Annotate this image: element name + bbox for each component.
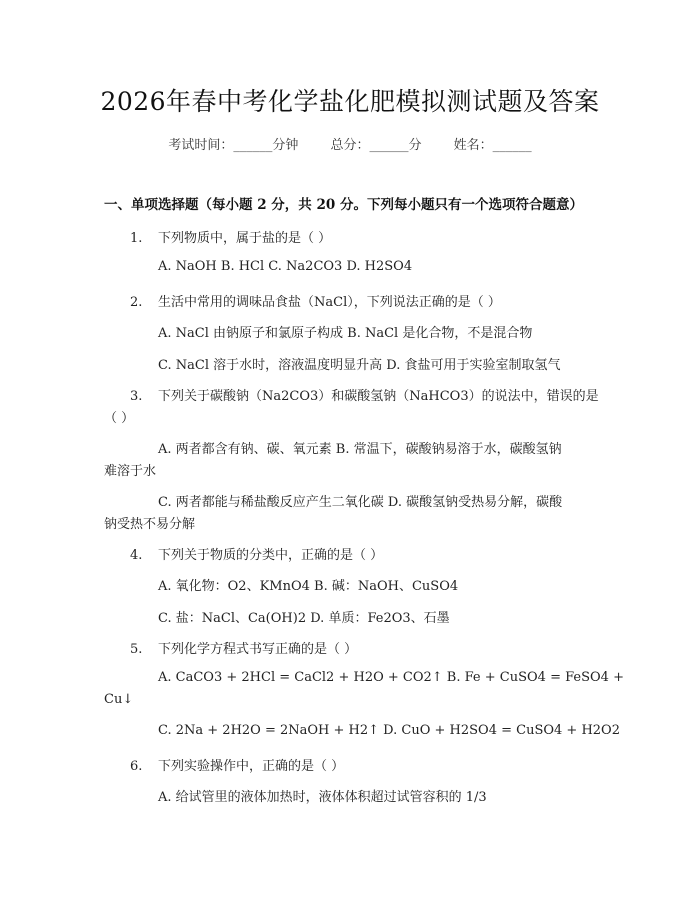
- question-number: 3.: [130, 389, 143, 404]
- question-5-options-ab: A. CaCO3 + 2HCl = CaCl2 + H2O + CO2↑ B. Fe + CuSO4 = FeSO4 +: [158, 670, 624, 685]
- question-3-options-cd-cont: 钠受热不易分解: [104, 517, 196, 532]
- question-2-options-ab: A. NaCl 由钠原子和氯原子构成 B. NaCl 是化合物，不是混合物: [158, 326, 533, 341]
- question-5-options-cd: C. 2Na + 2H2O = 2NaOH + H2↑ D. CuO + H2SO4 = CuSO4 + H2O2: [158, 723, 620, 738]
- question-6-option-a: A. 给试管里的液体加热时，液体体积超过试管容积的 1/3: [158, 790, 487, 805]
- question-5-options-ab-cont: Cu↓: [104, 692, 134, 707]
- question-number: 5.: [130, 642, 143, 657]
- question-stem: 下列物质中，属于盐的是（ ）: [158, 231, 332, 246]
- question-3-stem-cont: （ ）: [104, 411, 135, 426]
- exam-meta: [0, 134, 700, 153]
- question-1: [130, 227, 331, 246]
- question-number: 4.: [130, 548, 143, 563]
- question-3-options-ab-cont: 难溶于水: [104, 464, 157, 479]
- question-6: [130, 755, 344, 774]
- question-stem: 下列关于物质的分类中，正确的是（ ）: [158, 548, 384, 563]
- question-3-options-ab: A. 两者都含有钠、碳、氧元素 B. 常温下，碳酸钠易溶于水，碳酸氢钠: [158, 442, 562, 457]
- question-stem: 下列实验操作中，正确的是（ ）: [158, 759, 345, 774]
- exam-time-field: 考试时间：______分钟: [168, 138, 299, 153]
- question-3-options-cd: C. 两者都能与稀盐酸反应产生二氧化碳 D. 碳酸氢钠受热易分解，碳酸: [158, 495, 563, 510]
- question-stem: 生活中常用的调味品食盐（NaCl），下列说法正确的是（ ）: [158, 295, 501, 310]
- question-3: [130, 385, 599, 404]
- total-score-field: 总分：______分: [330, 138, 422, 153]
- student-name-field: 姓名：______: [453, 138, 532, 153]
- question-number: 6.: [130, 759, 143, 774]
- question-stem: 下列化学方程式书写正确的是（ ）: [158, 642, 358, 657]
- question-4-options-cd: C. 盐：NaCl、Ca(OH)2 D. 单质：Fe2O3、石墨: [158, 611, 450, 626]
- question-number: 2.: [130, 295, 143, 310]
- question-1-options: A. NaOH B. HCl C. Na2CO3 D. H2SO4: [158, 259, 413, 274]
- question-2: [130, 291, 501, 310]
- question-4: [130, 544, 383, 563]
- question-stem: 下列关于碳酸钠（Na2CO3）和碳酸氢钠（NaHCO3）的说法中，错误的是: [158, 389, 599, 404]
- question-5: [130, 638, 357, 657]
- question-2-options-cd: C. NaCl 溶于水时，溶液温度明显升高 D. 食盐可用于实验室制取氢气: [158, 358, 561, 373]
- question-4-options-ab: A. 氧化物：O2、KMnO4 B. 碱：NaOH、CuSO4: [158, 579, 459, 594]
- page-title: 2026年春中考化学盐化肥模拟测试题及答案: [100, 87, 600, 116]
- section-heading: 一、单项选择题（每小题 2 分，共 20 分。下列每小题只有一个选项符合题意）: [104, 197, 583, 213]
- question-number: 1.: [130, 231, 143, 246]
